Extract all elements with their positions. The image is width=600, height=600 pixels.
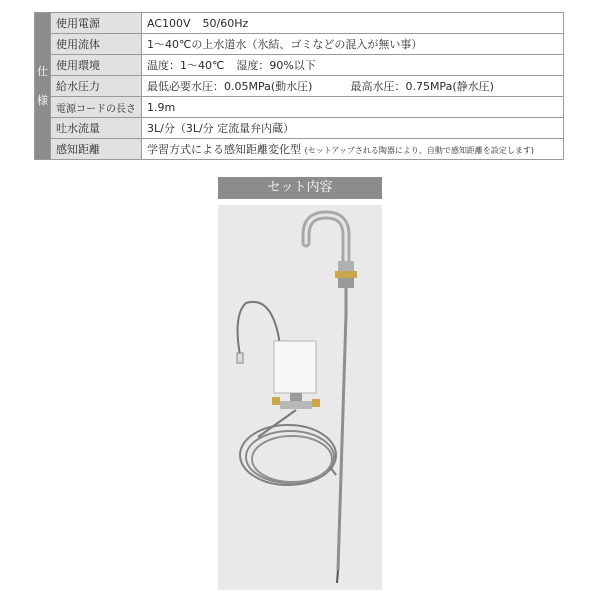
faucet-set-illustration (218, 205, 382, 590)
spec-label-pressure: 給水圧力 (51, 76, 142, 97)
spec-label-flow: 吐水流量 (51, 118, 142, 139)
spec-value-environment: 温度：1～40℃ 湿度：90%以下 (142, 55, 564, 76)
spec-label-environment: 使用環境 (51, 55, 142, 76)
spec-value-cord-length: 1.9m (142, 97, 564, 118)
spec-side-label: 仕 様 (35, 13, 51, 160)
control-box (274, 341, 316, 393)
spec-label-fluid: 使用流体 (51, 34, 142, 55)
spec-value-flow: 3L/分（3L/分 定流量弁内蔵） (142, 118, 564, 139)
spec-value-pressure: 最低必要水圧：0.05MPa(動水圧) 最高水圧：0.75MPa(静水圧) (142, 76, 564, 97)
spec-label-sensing: 感知距離 (51, 139, 142, 160)
faucet-spout (306, 215, 346, 265)
spec-value-power: AC100V 50/60Hz (142, 13, 564, 34)
spec-table (34, 12, 564, 160)
spec-label-power: 使用電源 (51, 13, 142, 34)
spec-value-fluid: 1～40℃の上水道水（氷結、ゴミなどの混入が無い事） (142, 34, 564, 55)
spec-value-sensing: 学習方式による感知距離変化型 (セットアップされる陶器により、自動で感知距離を設定します) (142, 139, 564, 160)
supply-hose (338, 288, 346, 570)
product-photo (218, 205, 382, 590)
set-contents-header: セット内容 (218, 177, 382, 199)
spec-label-cord-length: 電源コードの長さ (51, 97, 142, 118)
faucet-nut (335, 271, 357, 278)
